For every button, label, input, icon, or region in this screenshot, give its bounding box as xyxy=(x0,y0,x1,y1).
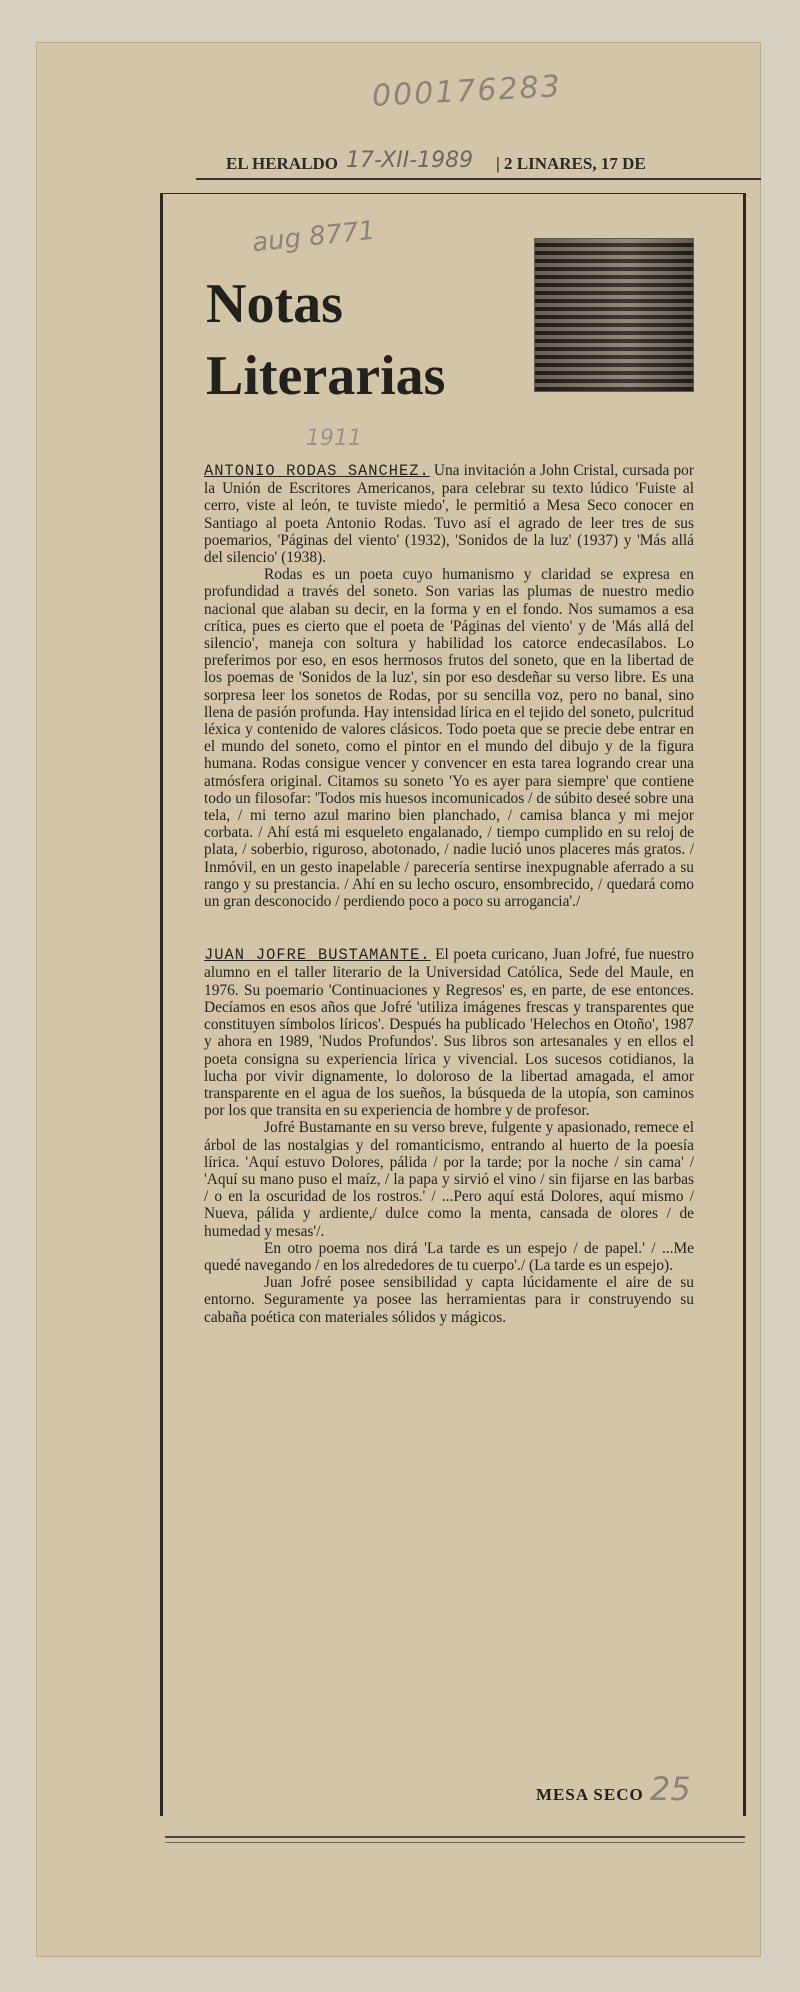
page-note-handwritten: 25 xyxy=(650,1770,691,1808)
section-1-paragraph-2: Rodas es un poeta cuyo humanismo y claridad se expresa en profundidad a través del soneto. Son varias las plumas de nuestro medio nacional que alaban su decir, en la forma y en el fondo. Nos sumamos a esa crítica, pues es cierto que el poeta de 'Páginas del viento' y de 'Más allá del silencio', maneja con soltura y habilidad los catorce endecasílabos. Lo preferimos por eso, en esos hermosos frutos del soneto, que en la libertad de los poemas de 'Sonidos de la luz', sin por eso desdeñar su verso libre. Es una sorpresa leer los sonetos de Rodas, por su sencilla voz, pero no banal, sino llena de pasión profunda. Hay intensidad lírica en el tejido del soneto, pulcritud léxica y contenido de valores clásicos. Todo poeta que se precie debe entrar en el mundo del soneto, como el pintor en el mundo del dibujo y de la figura humana. Rodas consigue vencer y convencer en esta tarea logrando crear una atmósfera original. Citamos su soneto 'Yo es ayer para siempre' que contiene todo un filosofar: 'Todos mis huesos incomunicados / de súbito deseé sobre una tela, / mi terno azul marino bien planchado, / camisa blanca y mi mejor corbata. / Ahí está mi esqueleto engalanado, / tiempo cumplido en su reloj de plata, / soberbio, riguroso, abotonado, / nadie lució unos placeres más gratos. / Inmóvil, en un gesto inapelable / parecería sentirse inexpugnable aferrado a su rango y su prestancia. / Ahí en su lecho oscuro, ensombrecido, / quedará como un gran desconocido / perdiendo poco a poco su arrogancia'./ xyxy=(204,566,694,911)
section-2-paragraph-4: Juan Jofré posee sensibilidad y capta lúcidamente el aire de su entorno. Seguramente ya posee las herramientas para ir construyendo su cabaña poética con materiales sólidos y mágicos. xyxy=(204,1274,694,1326)
section-1-lead: ANTONIO RODAS SANCHEZ. xyxy=(204,462,430,480)
masthead-town-date: | 2 LINARES, 17 DE xyxy=(496,154,646,173)
section-1-paragraph-1: ANTONIO RODAS SANCHEZ. Una invitación a John Cristal, cursada por la Unión de Escritores Americanos, para celebrar su texto lúdico 'Fuiste al cerro, viste al león, te tuviste miedo', le permitió a Mesa Seco conocer en Santiago al poeta Antonio Rodas. Tuvo así el agrado de leer tres de sus poemarios, 'Páginas del viento' (1932), 'Sonidos de la luz' (1937) y 'Más allá del silencio' (1938). xyxy=(204,462,694,567)
catalog-note-handwritten: aug 8771 xyxy=(250,215,377,259)
archive-number-handwritten: 000176283 xyxy=(371,69,563,114)
masthead-rule xyxy=(196,178,761,180)
author-photo xyxy=(534,238,694,392)
frame-bottom-rule xyxy=(165,1836,745,1838)
section-2-paragraph-1: JUAN JOFRE BUSTAMANTE. El poeta curicano, Juan Jofré, fue nuestro alumno en el taller literario de la Universidad Católica, Sede del Maule, en 1976. Su poemario 'Continuaciones y Regresos' es, en parte, de ese entonces. Decíamos en esos años que Jofré 'utiliza imágenes frescas y transparentes que constituyen símbolos líricos'. Después ha publicado 'Helechos en Otoño', 1987 y ahora en 1989, 'Nudos Profundos'. Sus libros son artesanales y en ellos el poeta consigna su experiencia lírica y vivencial. Los sucesos cotidianos, la lucha por vivir dignamente, lo doloroso de la libertad amagada, el amor transparente en el agua de los sueños, la búsqueda de la utopía, son caminos por los que transita en su experiencia de hombre y de profesor. xyxy=(204,946,694,1120)
article-title xyxy=(206,268,445,412)
frame-bottom-rule-2 xyxy=(165,1842,745,1843)
section-2-lead: JUAN JOFRE BUSTAMANTE. xyxy=(204,946,431,965)
author-signature: MESA SECO xyxy=(536,1785,644,1804)
article-body xyxy=(204,462,694,1326)
title-line-2: Literarias xyxy=(206,345,446,407)
section-2-paragraph-3: En otro poema nos dirá 'La tarde es un espejo / de papel.' / ...Me quedé navegando / en los alrededores de tu cuerpo'./ (La tarde es un espejo). xyxy=(204,1239,694,1274)
year-note-handwritten: 1911 xyxy=(306,426,362,451)
newspaper-masthead xyxy=(196,150,761,178)
title-line-1: Notas xyxy=(206,273,343,335)
handwritten-date: 17-XII-1989 xyxy=(346,148,474,173)
section-2-paragraph-2: Jofré Bustamante en su verso breve, fulgente y apasionado, remece el árbol de las nostalgias y del romanticismo, entrando al huerto de la poesía lírica. 'Aquí estuvo Dolores, pálida / por la tarde; por la noche / sin cama' / 'Aquí su mano puso el maíz, / la papa y sirvió el vino / sin fijarse en las barbas / o en la oscuridad de los rostros.' / ...Pero aquí está Dolores, aquí mismo / Nueva, pálida y ardiente,/ dulce como la menta, cansada de olores / de humedad y mesas'/. xyxy=(204,1119,694,1240)
newspaper-name: EL HERALDO xyxy=(226,154,338,173)
